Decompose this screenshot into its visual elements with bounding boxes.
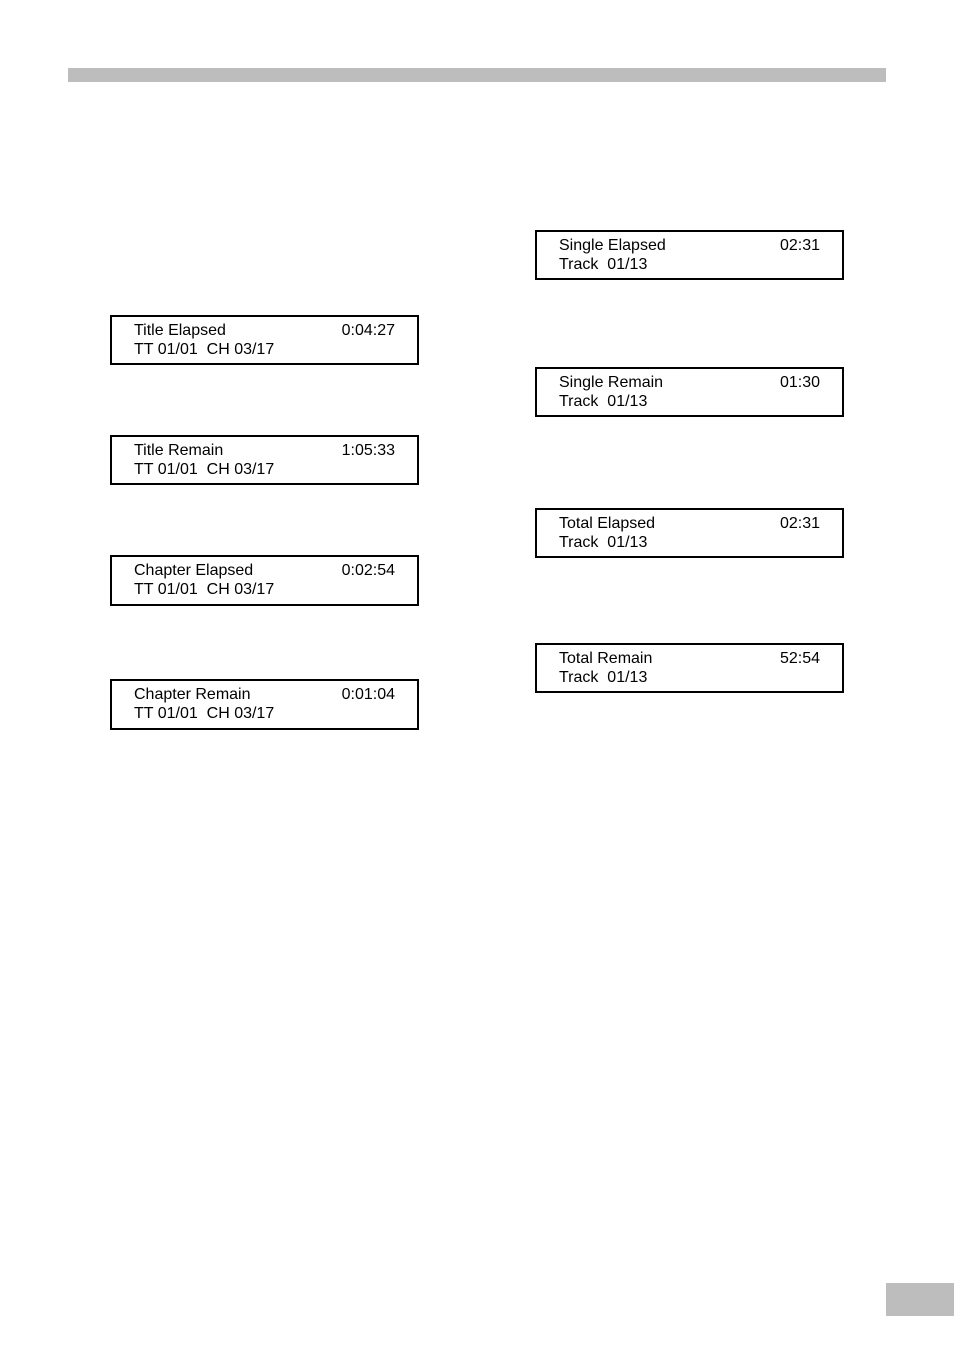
display-time: 1:05:33 — [341, 442, 395, 459]
display-mode-label: Title Remain — [134, 442, 224, 459]
display-chapter-remain — [110, 679, 419, 730]
display-info: Track 01/13 — [559, 256, 648, 273]
display-title-remain — [110, 435, 419, 485]
display-mode-label: Title Elapsed — [134, 322, 226, 339]
display-info: Track 01/13 — [559, 393, 648, 410]
display-time: 02:31 — [779, 237, 820, 254]
display-mode-label: Chapter Remain — [134, 686, 251, 703]
display-info: TT 01/01 CH 03/17 — [134, 341, 275, 358]
display-time: 02:31 — [779, 515, 820, 532]
display-mode-label: Single Elapsed — [559, 237, 666, 254]
display-info: Track 01/13 — [559, 534, 648, 551]
display-info: TT 01/01 CH 03/17 — [134, 461, 275, 478]
page-tab — [886, 1283, 954, 1316]
display-mode-label: Total Remain — [559, 650, 653, 667]
display-total-elapsed — [535, 508, 844, 558]
display-mode-label: Chapter Elapsed — [134, 562, 254, 579]
display-time: 0:02:54 — [341, 562, 395, 579]
header-bar — [68, 68, 886, 82]
display-time: 01:30 — [779, 374, 820, 391]
display-info: TT 01/01 CH 03/17 — [134, 705, 275, 722]
display-total-remain — [535, 643, 844, 693]
display-chapter-elapsed — [110, 555, 419, 606]
display-time: 0:01:04 — [341, 686, 395, 703]
display-mode-label: Total Elapsed — [559, 515, 656, 532]
display-time: 0:04:27 — [341, 322, 395, 339]
display-title-elapsed — [110, 315, 419, 365]
display-single-elapsed — [535, 230, 844, 280]
display-single-remain — [535, 367, 844, 417]
display-info: TT 01/01 CH 03/17 — [134, 581, 275, 598]
display-time: 52:54 — [779, 650, 820, 667]
display-mode-label: Single Remain — [559, 374, 664, 391]
display-info: Track 01/13 — [559, 669, 648, 686]
